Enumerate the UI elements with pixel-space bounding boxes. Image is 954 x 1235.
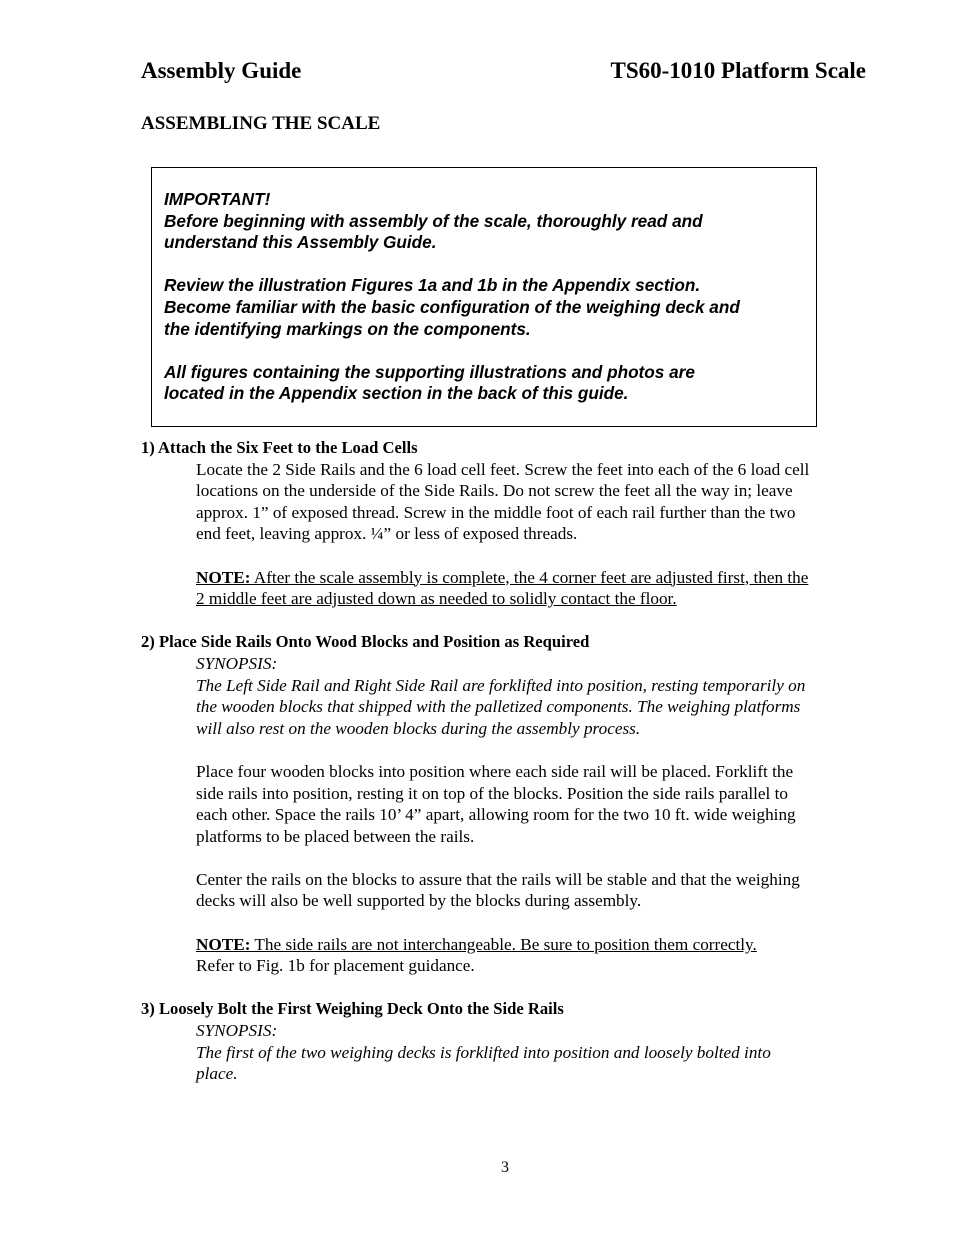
synopsis-line: The first of the two weighing decks is forklifted into position and loosely bolted into	[196, 1042, 771, 1062]
step-3-body	[196, 1020, 871, 1085]
note-followup: Refer to Fig. 1b for placement guidance.	[196, 956, 475, 976]
notice-line: located in the Appendix section in the back of this guide.	[164, 383, 629, 404]
step-2-note	[196, 934, 871, 956]
body-line: side rails into position, resting it on top of the blocks. Position the side rails parallel to	[196, 783, 788, 803]
notice-line: Before beginning with assembly of the scale, thoroughly read and	[164, 210, 703, 231]
synopsis-label: SYNOPSIS:	[196, 1021, 278, 1041]
step-1-note	[196, 567, 871, 589]
notice-para-2	[164, 275, 816, 340]
header-product-title: TS60-1010 Platform Scale	[610, 58, 866, 83]
synopsis-label: SYNOPSIS:	[196, 653, 278, 673]
body-line: locations on the underside of the Side Rails. Do not screw the feet all the way in; leave	[196, 481, 793, 501]
notice-line: understand this Assembly Guide.	[164, 232, 437, 253]
body-line: decks will also be well supported by the blocks during assembly.	[196, 891, 642, 911]
step-1-body	[196, 459, 871, 610]
body-line: platforms to be placed between the rails.	[196, 826, 475, 846]
step-2-heading: 2) Place Side Rails Onto Wood Blocks and Position as Required	[141, 632, 590, 652]
notice-line: the identifying markings on the components.	[164, 318, 531, 339]
synopsis-line: place.	[196, 1064, 238, 1084]
body-line: Place four wooden blocks into position where each side rail will be placed. Forklift the	[196, 761, 794, 781]
body-line: end feet, leaving approx. ¼” or less of exposed threads.	[196, 524, 578, 544]
note-label: NOTE:	[196, 567, 251, 587]
header-document-title: Assembly Guide	[141, 58, 302, 83]
steps-content	[141, 437, 871, 1085]
notice-line: All figures containing the supporting illustrations and photos are	[164, 361, 695, 382]
page-number: 3	[501, 1159, 509, 1176]
note-text: After the scale assembly is complete, the 4 corner feet are adjusted first, then the	[250, 567, 809, 587]
note-label: NOTE:	[196, 934, 251, 954]
notice-heading: IMPORTANT!	[164, 189, 271, 209]
note-text: The side rails are not interchangeable. Be sure to position them correctly.	[250, 934, 757, 954]
notice-line: Become familiar with the basic configuration of the weighing deck and	[164, 296, 740, 317]
step-1-heading: 1) Attach the Six Feet to the Load Cells	[141, 438, 418, 457]
body-line: Center the rails on the blocks to assure that the rails will be stable and that the weighing	[196, 869, 800, 889]
body-line: each other. Space the rails 10’ 4” apart, allowing room for the two 10 ft. wide weighing	[196, 805, 796, 825]
synopsis-line: The Left Side Rail and Right Side Rail are forklifted into position, resting temporarily on	[196, 675, 806, 695]
notice-para-3	[164, 362, 816, 405]
step-3-heading: 3) Loosely Bolt the First Weighing Deck Onto the Side Rails	[141, 999, 564, 1019]
important-notice-box	[151, 167, 817, 427]
synopsis-line: will also rest on the wooden blocks during the assembly process.	[196, 718, 641, 738]
step-2-body	[196, 653, 871, 977]
notice-para-1	[164, 189, 816, 254]
notice-line: Review the illustration Figures 1a and 1b in the Appendix section.	[164, 275, 701, 296]
note-text: 2 middle feet are adjusted down as needed to solidly contact the floor.	[196, 589, 677, 609]
section-title: ASSEMBLING THE SCALE	[141, 113, 381, 134]
body-line: Locate the 2 Side Rails and the 6 load cell feet. Screw the feet into each of the 6 load cell	[196, 459, 810, 479]
body-line: approx. 1” of exposed thread. Screw in the middle foot of each rail further than the two	[196, 502, 796, 522]
synopsis-line: the wooden blocks that shipped with the palletized components. The weighing platforms	[196, 697, 801, 717]
